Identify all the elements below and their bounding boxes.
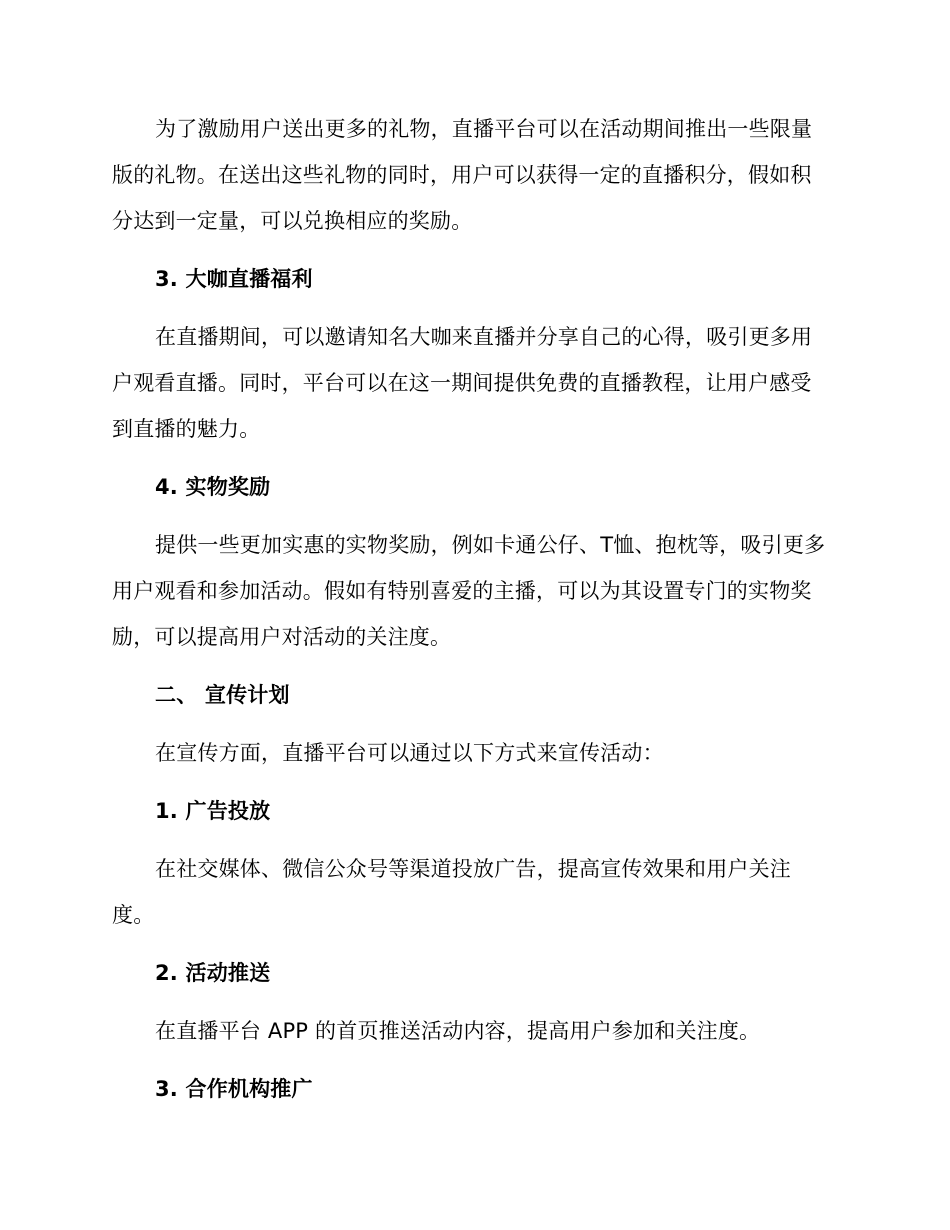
paragraph-celebrity-live: 在直播期间，可以邀请知名大咖来直播并分享自己的心得，吸引更多用户观看直播。同时，平台可以在这一期间提供免费的直播教程，让用户感受到直播的魅力。 (112, 325, 813, 441)
paragraph-promotion-intro: 在宣传方面，直播平台可以通过以下方式来宣传活动： (155, 741, 664, 765)
heading-advertising: 1. 广告投放 (155, 799, 271, 823)
heading-promotion-plan: 二、 宣传计划 (155, 683, 290, 707)
heading-physical-rewards: 4. 实物奖励 (155, 475, 271, 499)
document-body (112, 106, 832, 1124)
paragraph-gift-incentive: 为了激励用户送出更多的礼物，直播平台可以在活动期间推出一些限量版的礼物。在送出这些礼物的同时，用户可以获得一定的直播积分，假如积分达到一定量，可以兑换相应的奖励。 (112, 117, 813, 233)
paragraph-advertising: 在社交媒体、微信公众号等渠道投放广告，提高宣传效果和用户关注度。 (112, 857, 791, 927)
heading-activity-push: 2. 活动推送 (155, 961, 271, 985)
paragraph-activity-push: 在直播平台 APP 的首页推送活动内容，提高用户参加和关注度。 (155, 1019, 761, 1043)
heading-celebrity-live-benefits: 3. 大咖直播福利 (155, 267, 313, 291)
heading-partner-promotion: 3. 合作机构推广 (155, 1077, 313, 1101)
paragraph-physical-rewards: 提供一些更加实惠的实物奖励，例如卡通公仔、T恤、抱枕等，吸引更多用户观看和参加活动。假如有特别喜爱的主播，可以为其设置专门的实物奖励，可以提高用户对活动的关注度。 (112, 533, 826, 649)
